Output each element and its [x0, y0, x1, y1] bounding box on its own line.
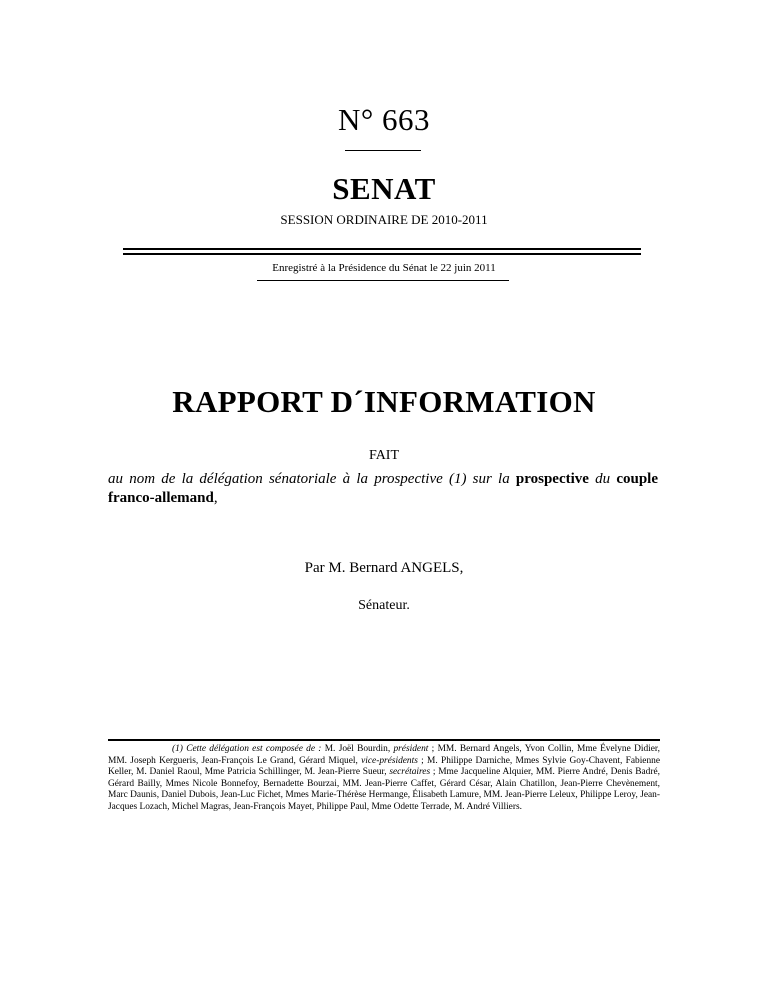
- chamber-title: SENAT: [332, 171, 436, 206]
- footnote-vice-presidents: vice-présidents: [361, 755, 418, 766]
- footnote-text-1: M. Joël Bourdin,: [321, 744, 394, 754]
- footnote: [108, 744, 660, 814]
- footnote-separator: [108, 739, 660, 741]
- author-line: Par M. Bernard ANGELS,: [304, 560, 464, 576]
- author-role: Sénateur.: [358, 598, 410, 613]
- footnote-secretaries: secrétaires: [389, 767, 431, 778]
- subject-part-2: du: [588, 471, 617, 487]
- document-number: N° 663: [337, 102, 431, 137]
- subject-bold-2: couple franco-allemand: [108, 471, 658, 506]
- report-title: RAPPORT D´INFORMATION: [172, 384, 596, 419]
- footnote-text-4: ; Mme Jacqueline Alquier, MM. Pierre André, Denis Badré, Gérard Bailly, Mmes Nicole Bonnefoy, Bernadette Bourzai, MM. Jean-Pierre Caffet, Gérard César, Alain Chatillon, Jean-Pierre Chevènement, Marc Daunis, Daniel Dubois, Jean-Luc Fichet, Mmes Marie-Thérèse Hermange, Élisabeth Lamure, MM. Jean-Pierre Leleux, Philippe Leroy, Jean-Jacques Lozach, Michel Magras, Jean-François Mayet, Philippe Paul, Mme Odette Terrade, M. André Villiers.: [108, 767, 660, 812]
- session-label: SESSION ORDINAIRE DE 2010-2011: [280, 212, 488, 227]
- subject-part-1: au nom de la délégation sénatoriale à la prospective (1) sur la: [108, 471, 516, 487]
- registration-date: Enregistré à la Présidence du Sénat le 22 juin 2011: [272, 262, 496, 274]
- report-subject: [108, 470, 658, 508]
- footnote-intro: (1) Cette délégation est composée de :: [172, 744, 322, 754]
- double-rule-top: [123, 248, 641, 250]
- subject-end: ,: [213, 490, 218, 506]
- footnote-text-3: ; M. Philippe Darniche, Mmes Sylvie Goy-Chavent, Fabienne Keller, M. Daniel Raoul, Mme Patricia Schillinger, M. Jean-Pierre Sueur,: [108, 755, 660, 778]
- double-rule-bottom: [123, 253, 641, 255]
- number-underline: [345, 150, 421, 151]
- registration-rule: [257, 280, 509, 281]
- made-label: FAIT: [368, 448, 400, 463]
- footnote-text-2: ; MM. Bernard Angels, Yvon Collin, Mme Évelyne Didier, MM. Joseph Kergueris, Jean-François Le Grand, Gérard Miquel,: [108, 744, 660, 766]
- footnote-president: président: [393, 744, 429, 754]
- subject-bold-1: prospective: [515, 471, 589, 487]
